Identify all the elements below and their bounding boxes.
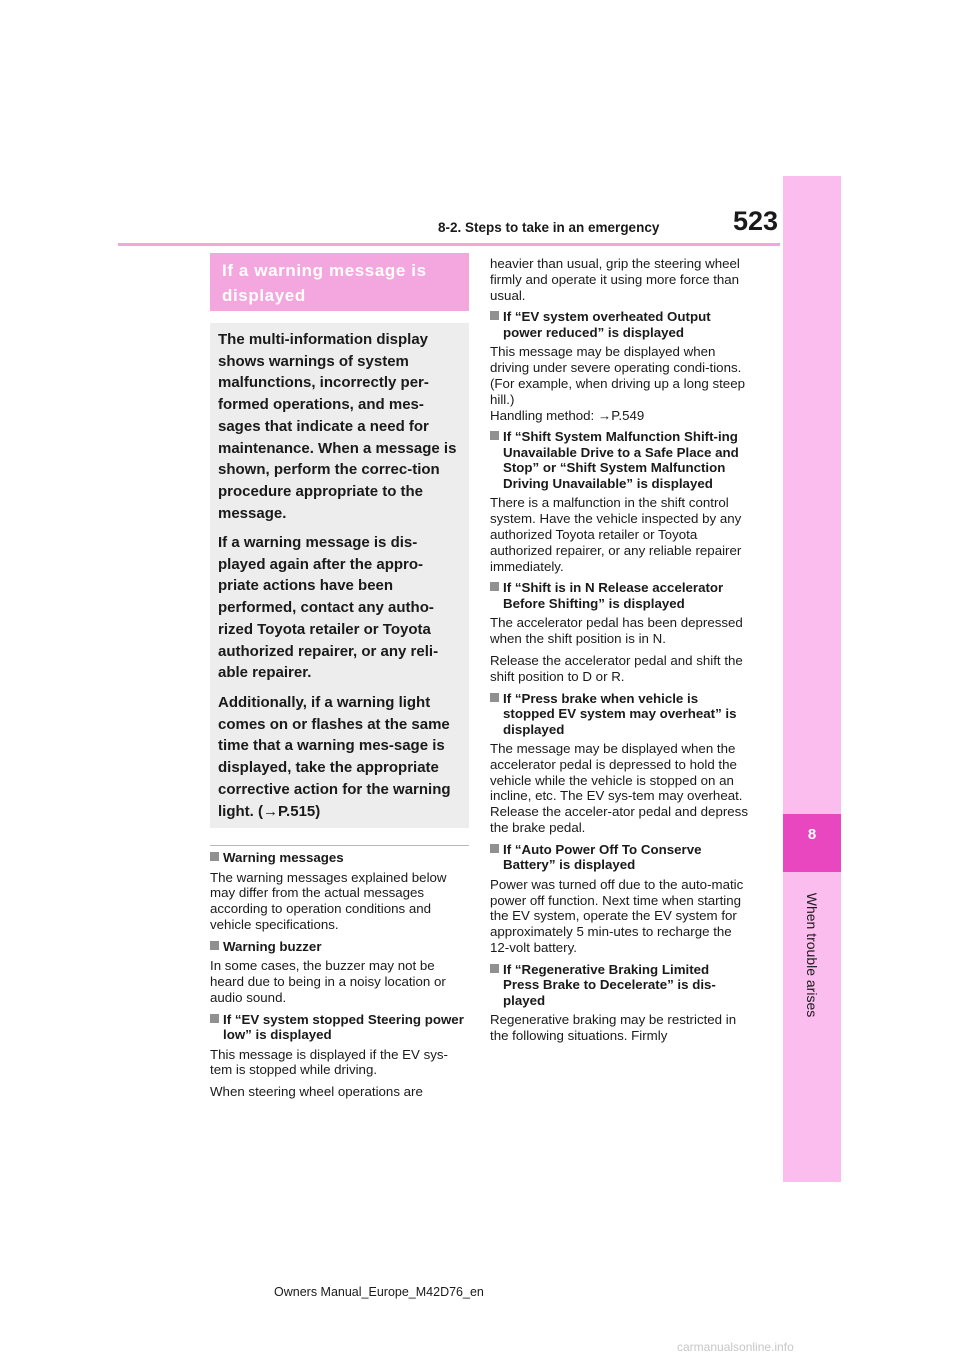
- square-bullet-icon: [490, 582, 499, 591]
- section: [490, 580, 748, 684]
- section-heading: Warning messages: [210, 850, 468, 866]
- square-bullet-icon: [490, 964, 499, 973]
- section-heading: If “Regenerative Braking Limited Press Brake to Decelerate” is dis-played: [490, 962, 748, 1009]
- section-text: This message is displayed if the EV sys-tem is stopped while driving.: [210, 1046, 448, 1078]
- section: [490, 962, 748, 1044]
- section-heading: If “EV system overheated Output power reduced” is displayed: [490, 309, 748, 340]
- section: [490, 691, 748, 836]
- section-text: When steering wheel operations are: [210, 1084, 423, 1100]
- square-bullet-icon: [210, 1014, 219, 1023]
- section-title: 8-2. Steps to take in an emergency: [438, 220, 660, 235]
- square-bullet-icon: [490, 311, 499, 320]
- square-bullet-icon: [490, 693, 499, 702]
- intro-paragraph: The multi-information display shows warnings of system malfunctions, incorrectly per-formed operations, and mes-sages that indicate a need for maintenance. When a message is shown, perform the correc-tion procedure appropriate to the message.: [218, 331, 457, 522]
- section-divider: [210, 845, 469, 846]
- section-text: The warning messages explained below may differ from the actual messages according to operation conditions and vehicle specifications.: [210, 869, 447, 932]
- chapter-title: When trouble arises: [804, 892, 820, 1018]
- square-bullet-icon: [490, 431, 499, 440]
- intro-paragraph: If a warning message is dis-played again after the appro-priate actions have been performed, contact any autho-rized Toyota retailer or Toyota authorized repairer, or any reli-able repairer.: [218, 534, 439, 682]
- section: [490, 429, 748, 574]
- page-number: 523: [733, 206, 779, 236]
- section-text: The accelerator pedal has been depressed when the shift position is in N.: [490, 615, 743, 647]
- continued-text: heavier than usual, grip the steering wheel firmly and operate it using more force than usual.: [490, 256, 740, 303]
- section: [210, 939, 468, 1006]
- section: [490, 842, 748, 956]
- header-rule: [118, 243, 780, 246]
- section-heading: If “Press brake when vehicle is stopped EV system may overheat” is displayed: [490, 691, 748, 738]
- right-column: [490, 256, 748, 1050]
- section-text: Regenerative braking may be restricted in the following situations. Firmly: [490, 1012, 737, 1044]
- section-text: The message may be displayed when the accelerator pedal is depressed to hold the vehicle while the vehicle is stopped on an incline, etc. The EV sys-tem may overheat. Release the acceler-ator pedal and depress the brake pedal.: [490, 741, 748, 836]
- section: [210, 1012, 468, 1100]
- chapter-number: 8: [807, 826, 817, 843]
- section: [490, 309, 748, 423]
- section-text: This message may be displayed when driving under severe operating condi-tions. (For example, when driving up a long steep hill.) Handling method: →P.549: [490, 344, 745, 423]
- section-text: Power was turned off due to the auto-matic power off function. Next time when starting the EV system, operate the EV system for approximately 5 min-utes to recharge the 12-volt battery.: [490, 876, 744, 956]
- intro-paragraph: Additionally, if a warning light comes on or flashes at the same time that a warning mes-sage is displayed, take the appropriate corrective action for the warning light. (→P.515): [218, 694, 451, 820]
- left-column: [210, 850, 468, 1106]
- page-heading: If a warning message is displayed: [222, 261, 427, 305]
- watermark: carmanualsonline.info: [677, 1340, 794, 1354]
- section-heading: If “Shift System Malfunction Shift-ing Unavailable Drive to a Safe Place and Stop” or “Shift System Malfunction Driving Unavailable” is displayed: [490, 429, 748, 491]
- section-text: There is a malfunction in the shift control system. Have the vehicle inspected by any authorized Toyota retailer or Toyota authorized repairer, or any reliable repairer immediately.: [490, 495, 742, 574]
- section-heading: If “EV system stopped Steering power low” is displayed: [210, 1012, 468, 1043]
- section-text: In some cases, the buzzer may not be heard due to being in a noisy location or audio sound.: [210, 958, 446, 1005]
- square-bullet-icon: [210, 941, 219, 950]
- chapter-side-tab: [783, 176, 841, 1182]
- chapter-number-block: [783, 814, 841, 872]
- section-heading: If “Shift is in N Release accelerator Before Shifting” is displayed: [490, 580, 748, 611]
- section-heading: If “Auto Power Off To Conserve Battery” is displayed: [490, 842, 748, 873]
- square-bullet-icon: [490, 844, 499, 853]
- square-bullet-icon: [210, 852, 219, 861]
- footer-text: Owners Manual_Europe_M42D76_en: [274, 1285, 484, 1299]
- section: [210, 850, 468, 933]
- section-text: Release the accelerator pedal and shift the shift position to D or R.: [490, 652, 743, 684]
- section-heading: Warning buzzer: [210, 939, 468, 955]
